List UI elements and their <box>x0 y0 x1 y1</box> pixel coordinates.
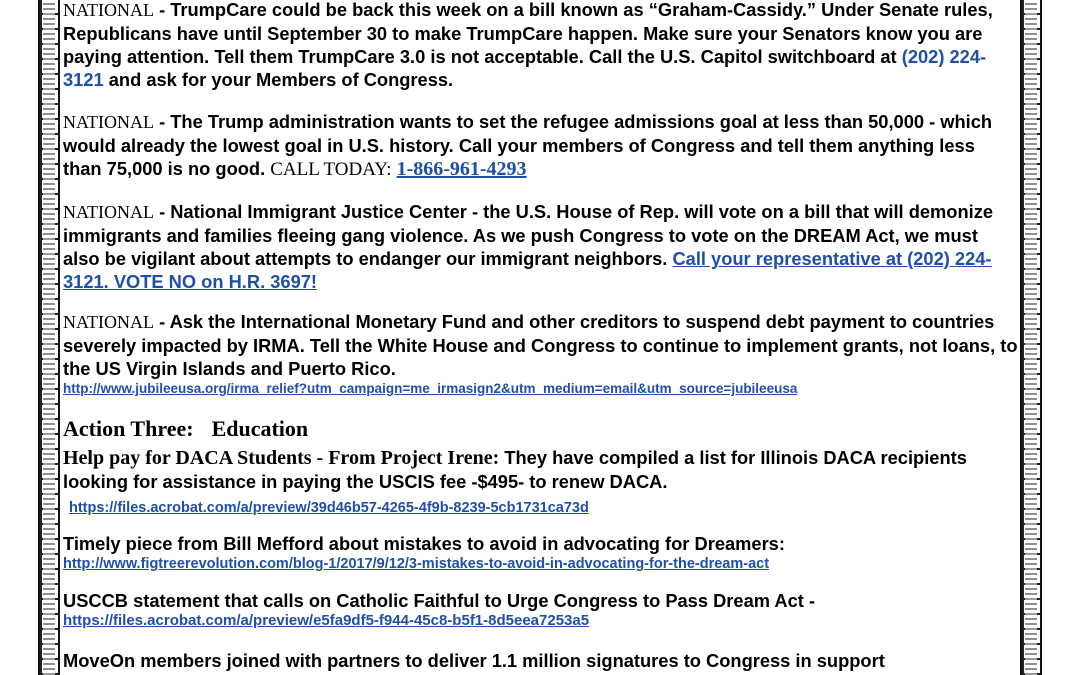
section-name: Education <box>211 416 309 441</box>
mefford-text: Timely piece from Bill Mefford about mistakes to avoid in advocating for Dreamers: <box>63 533 785 554</box>
call-representative-link[interactable]: Call your representative at (202) 224-3121. VOTE NO on H.R. 3697! <box>63 248 992 292</box>
separator: - <box>153 201 171 222</box>
separator: - <box>153 111 171 132</box>
usccb-link[interactable]: https://files.acrobat.com/a/preview/e5fa9df5-f944-45c8-b5f1-8d5eea7253a5 <box>63 612 590 629</box>
jubilee-link[interactable]: http://www.jubileeusa.org/irma_relief?utm_campaign=me_irmasign2&utm_medium=email&utm_source=jubileeusa <box>63 381 798 396</box>
mefford-link[interactable]: http://www.figtreerevolution.com/blog-1/2017/9/12/3-mistakes-to-avoid-in-advocating-for-the-dream-act <box>63 556 770 572</box>
item-text-end: and ask for your Members of Congress. <box>103 69 454 90</box>
item-text: TrumpCare could be back this week on a bill known as “Graham-Cassidy.” Under Senate rules, Republicans have until September 30 to make TrumpCare happen. Make sure your Senators know you are paying attention. Tell them TrumpCare 3.0 is not acceptable. Call the U.S. Capitol switchboard at <box>63 0 993 67</box>
item-text: National Immigrant Justice Center - the U.S. House of Rep. will vote on a bill that will demonize immigrants and families fleeing gang violence. As we push Congress to vote on the DREAM Act, we must also be vigilant about attempts to endanger our immigrant neighbors. <box>63 201 994 269</box>
decorative-border-right <box>1020 0 1042 675</box>
national-tag: NATIONAL <box>63 0 154 20</box>
decorative-border-left <box>38 0 60 675</box>
section-heading <box>63 416 1018 442</box>
national-tag: NATIONAL <box>63 112 154 132</box>
newsletter-content <box>63 0 1018 675</box>
national-tag: NATIONAL <box>63 202 154 222</box>
daca-link[interactable]: https://files.acrobat.com/a/preview/39d46b57-4265-4f9b-8239-5cb1731ca73d <box>69 500 589 516</box>
daca-item <box>63 446 1018 517</box>
separator: - <box>153 0 171 20</box>
usccb-text: USCCB statement that calls on Catholic Faithful to Urge Congress to Pass Dream Act - <box>63 590 816 611</box>
moveon-item <box>63 649 1018 672</box>
national-tag: NATIONAL <box>63 312 154 332</box>
moveon-text: MoveOn members joined with partners to deliver 1.1 million signatures to Congress in support <box>63 650 885 671</box>
separator: - <box>153 311 170 332</box>
action-item-refugee <box>63 110 1018 181</box>
phone-link[interactable]: 1-866-961-4293 <box>396 158 527 180</box>
mefford-item <box>63 532 1018 573</box>
call-today-label: CALL TODAY: <box>270 159 392 180</box>
item-text: The Trump administration wants to set the refugee admissions goal at less than 50,000 - which would already the lowest goal in U.S. history. Call your members of Congress and tell them anything less than 75,000 is no good. <box>63 111 993 179</box>
daca-lead: Help pay for DACA Students - From Project Irene: <box>63 447 500 469</box>
phone-number[interactable]: (202) 224-3121 <box>63 46 987 90</box>
action-item-immigrant-justice <box>63 200 1018 293</box>
item-text: Ask the International Monetary Fund and other creditors to suspend debt payment to countries severely impacted by IRMA. Tell the White House and Congress to continue to implement grants, not loans, to the US Virgin Islands and Puerto Rico. <box>63 311 1018 379</box>
usccb-item <box>63 589 1018 630</box>
daca-text: They have compiled a list for Illinois DACA recipients looking for assistance in paying the USCIS fee -$495- to renew DACA. <box>63 447 967 492</box>
section-label: Action Three: <box>63 416 194 441</box>
action-item-irma <box>63 310 1018 398</box>
action-item-trumpcare <box>63 0 1018 91</box>
